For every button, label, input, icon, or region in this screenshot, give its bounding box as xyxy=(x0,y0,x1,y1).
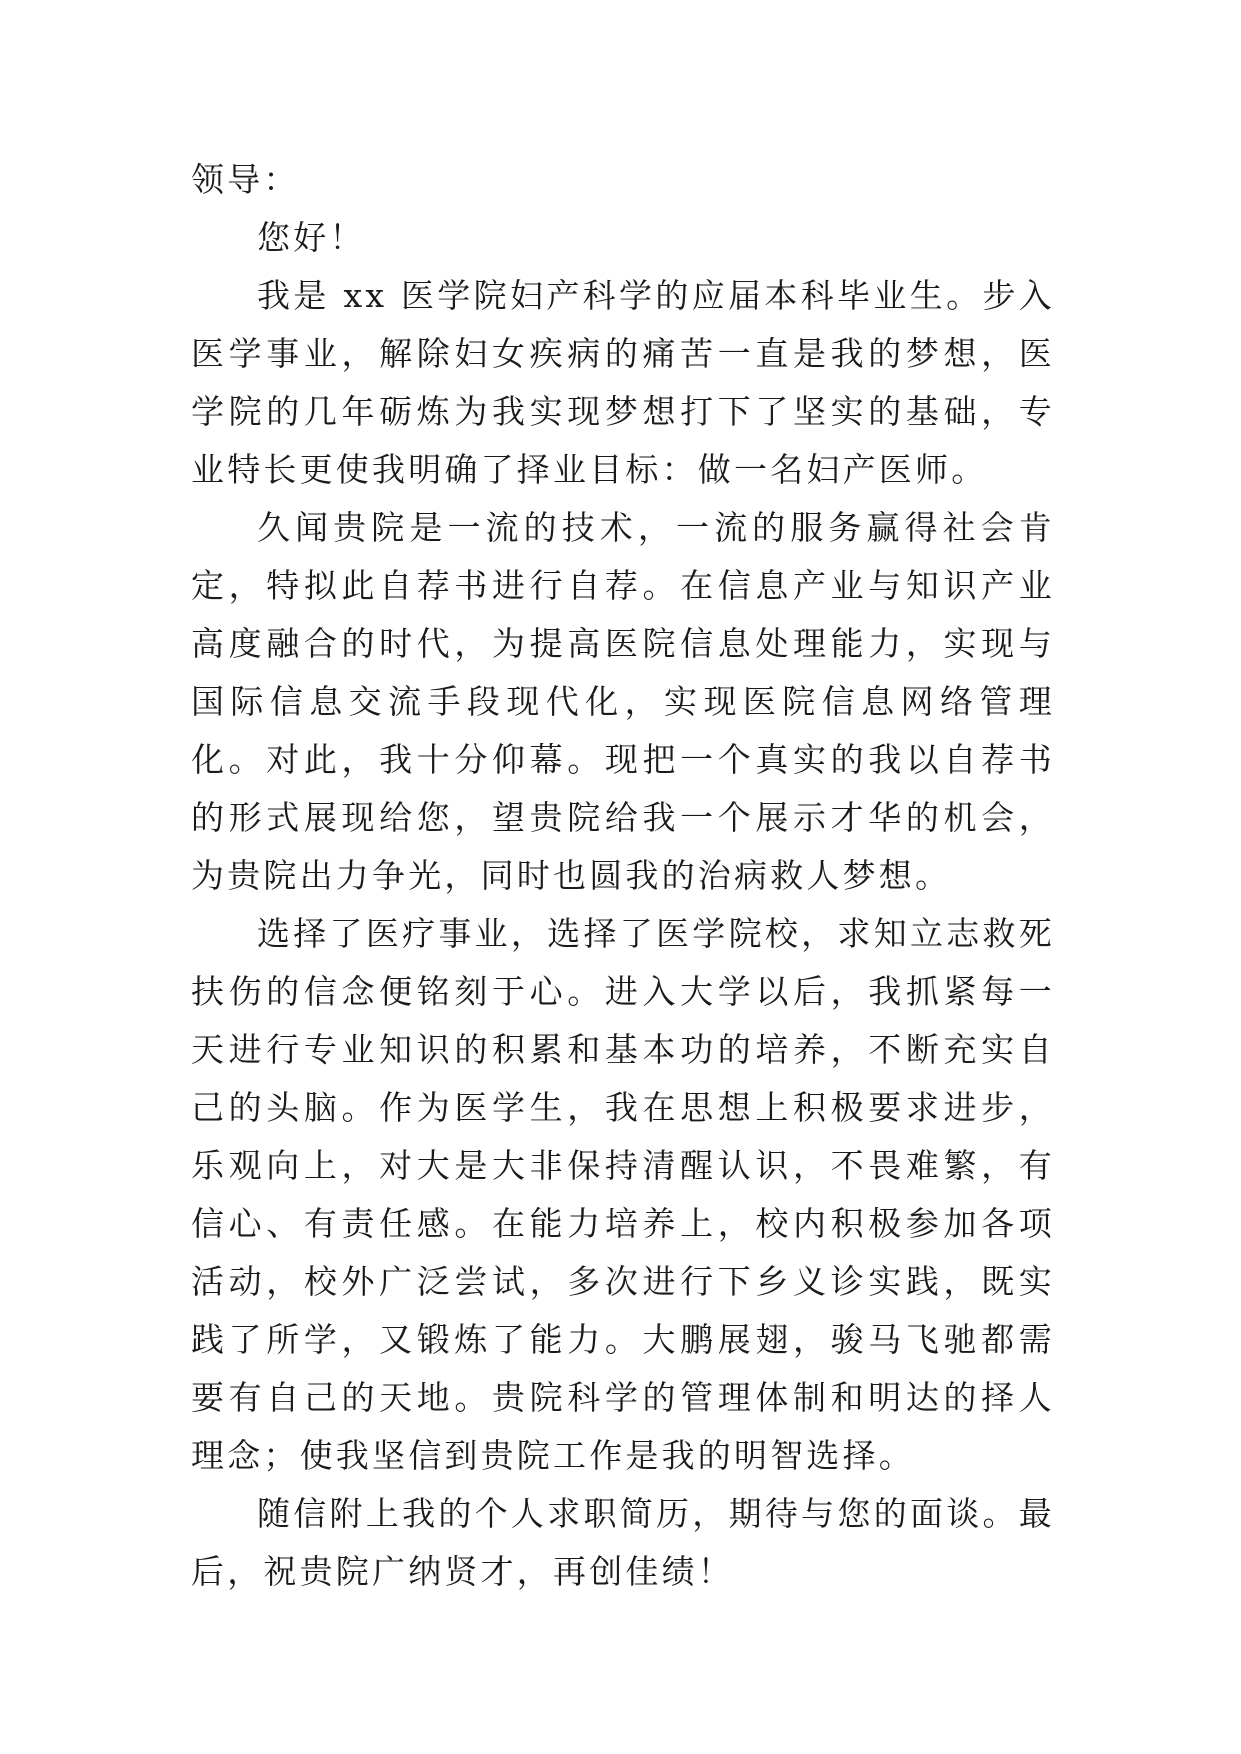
salutation: 领导： xyxy=(191,160,300,199)
paragraph-closing: 随信附上我的个人求职简历，期待与您的面谈。最后，祝贵院广纳贤才，再创佳绩！ xyxy=(191,1494,1055,1591)
paragraph-hospital-interest: 久闻贵院是一流的技术，一流的服务赢得社会肯定，特拟此自荐书进行自荐。在信息产业与知识产业高度融合的时代，为提高医院信息处理能力，实现与国际信息交流手段现代化，实现医院信息网络管理化。对此，我十分仰幕。现把一个真实的我以自荐书的形式展现给您，望贵院给我一个展示才华的机会，为贵院出力争光，同时也圆我的治病救人梦想。 xyxy=(191,508,1055,895)
cover-letter-body xyxy=(191,151,1055,1601)
paragraph-qualifications: 选择了医疗事业，选择了医学院校，求知立志救死扶伤的信念便铭刻于心。进入大学以后，我抓紧每一天进行专业知识的积累和基本功的培养，不断充实自己的头脑。作为医学生，我在思想上积极要求进步，乐观向上，对大是大非保持清醒认识，不畏难繁，有信心、有责任感。在能力培养上，校内积极参加各项活动，校外广泛尝试，多次进行下乡义诊实践，既实践了所学，又锻炼了能力。大鹏展翅，骏马飞驰都需要有自己的天地。贵院科学的管理体制和明达的择人理念；使我坚信到贵院工作是我的明智选择。 xyxy=(191,914,1055,1475)
greeting: 您好！ xyxy=(257,218,366,257)
paragraph-introduction: 我是 xx 医学院妇产科学的应届本科毕业生。步入医学事业，解除妇女疾病的痛苦一直是我的梦想，医学院的几年砺炼为我实现梦想打下了坚实的基础，专业特长更使我明确了择业目标：做一名妇产医师。 xyxy=(191,276,1055,489)
